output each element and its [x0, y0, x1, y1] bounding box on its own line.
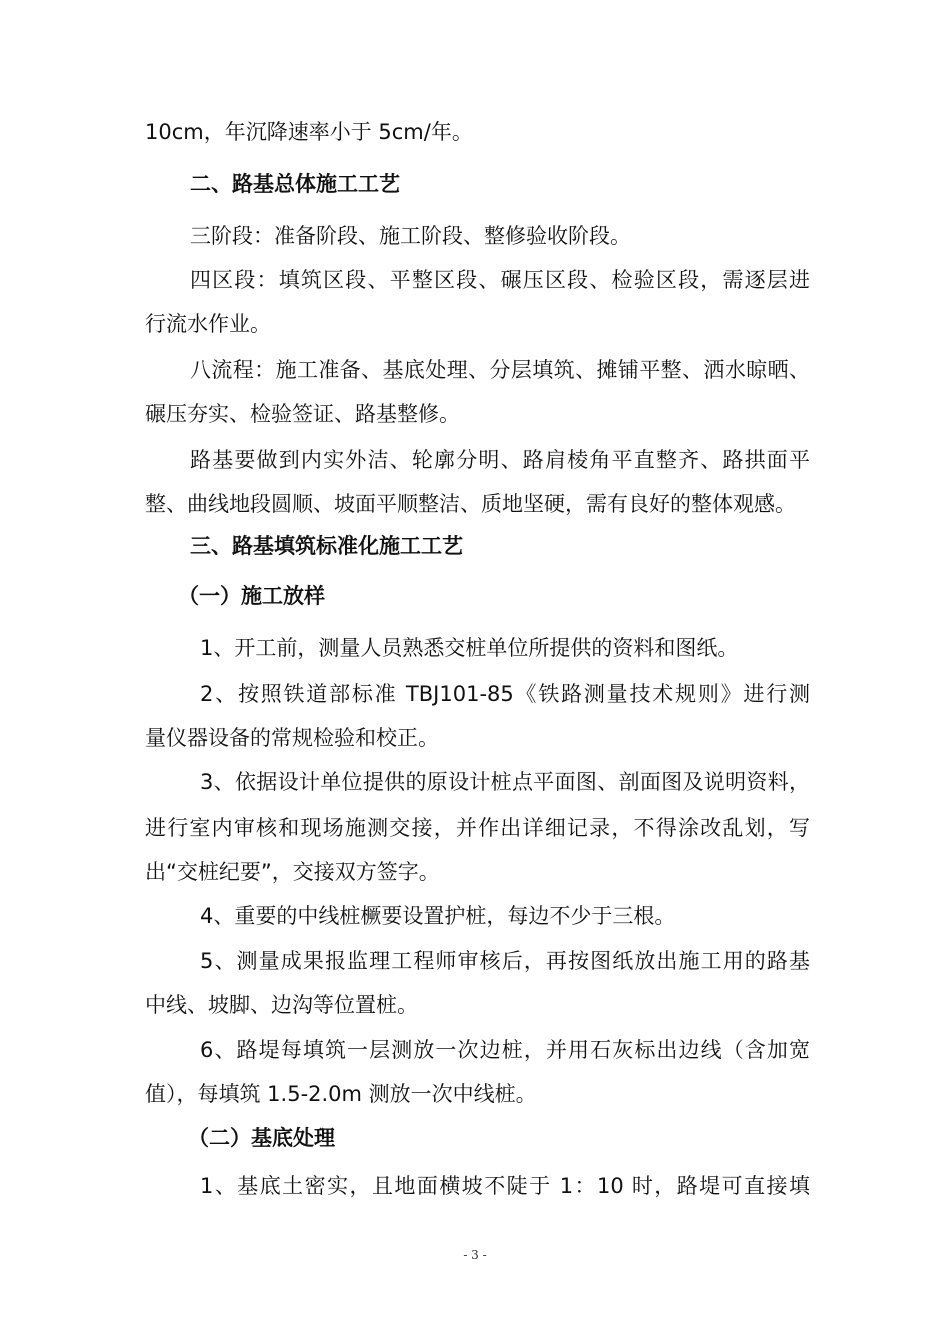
- paragraph-line: 6、路堤每填筑一层测放一次边桩，并用石灰标出边线（含加宽: [200, 1038, 810, 1062]
- paragraph-line: 出“交桩纪要”，交接双方签字。: [145, 860, 440, 884]
- paragraph-line: 整、曲线地段圆顺、坡面平顺整洁、质地坚硬，需有良好的整体观感。: [145, 492, 796, 516]
- paragraph-line: 路基要做到内实外洁、轮廓分明、路肩棱角平直整齐、路拱面平: [190, 448, 810, 472]
- paragraph-line: 三阶段：准备阶段、施工阶段、整修验收阶段。: [190, 224, 631, 248]
- paragraph-line: 5、测量成果报监理工程师审核后，再按图纸放出施工用的路基: [200, 949, 810, 973]
- paragraph-line: 中线、坡脚、边沟等位置桩。: [145, 993, 418, 1017]
- paragraph-line: 1、基底土密实，且地面横坡不陡于 1：10 时，路堤可直接填: [200, 1174, 810, 1198]
- paragraph-line: 进行室内审核和现场施测交接，并作出详细记录，不得涂改乱划，写: [145, 816, 810, 840]
- paragraph-line: 1、开工前，测量人员熟悉交桩单位所提供的资料和图纸。: [200, 636, 739, 660]
- section-heading: 二、路基总体施工工艺: [190, 172, 400, 196]
- paragraph-line: 八流程：施工准备、基底处理、分层填筑、摊铺平整、洒水晾晒、: [190, 358, 810, 382]
- paragraph-line: 四区段：填筑区段、平整区段、碾压区段、检验区段，需逐层进: [190, 268, 810, 292]
- paragraph-line: 3、依据设计单位提供的原设计桩点平面图、剖面图及说明资料，: [200, 770, 810, 794]
- paragraph-line: 10cm，年沉降速率小于 5cm/年。: [145, 120, 473, 144]
- paragraph-line: 值），每填筑 1.5-2.0m 测放一次中线桩。: [145, 1082, 537, 1106]
- page-number: - 3 -: [463, 1248, 487, 1262]
- subsection-heading: （一）施工放样: [178, 584, 325, 608]
- subsection-heading: （二）基底处理: [188, 1126, 335, 1150]
- paragraph-line: 行流水作业。: [145, 312, 271, 336]
- paragraph-line: 碾压夯实、检验签证、路基整修。: [145, 402, 460, 426]
- section-heading: 三、路基填筑标准化施工工艺: [190, 534, 463, 558]
- paragraph-line: 4、重要的中线桩橛要设置护桩，每边不少于三根。: [200, 904, 676, 928]
- paragraph-line: 量仪器设备的常规检验和校正。: [145, 726, 439, 750]
- paragraph-line: 2、按照铁道部标准 TBJ101-85《铁路测量技术规则》进行测: [200, 682, 810, 706]
